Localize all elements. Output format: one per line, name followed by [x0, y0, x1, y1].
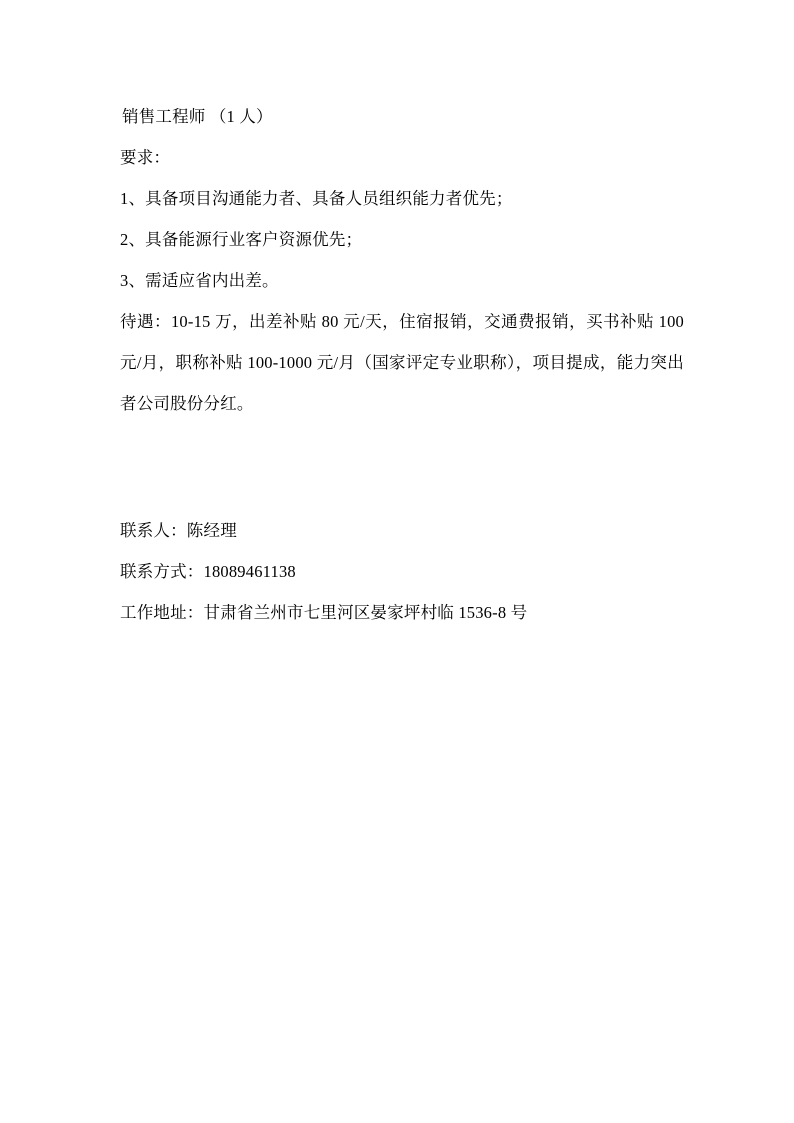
contact-address: 工作地址：甘肃省兰州市七里河区晏家坪村临 1536-8 号 — [120, 603, 528, 622]
document-body — [110, 96, 684, 633]
contact-phone: 联系方式：18089461138 — [120, 562, 296, 581]
requirement-item-1: 1、具备项目沟通能力者、具备人员组织能力者优先； — [120, 189, 513, 208]
contact-block — [110, 510, 684, 633]
requirement-item-3: 3、需适应省内出差。 — [120, 271, 279, 290]
contact-person: 联系人：陈经理 — [120, 521, 237, 540]
requirement-item-2: 2、具备能源行业客户资源优先； — [120, 230, 363, 249]
requirements-label: 要求： — [120, 148, 171, 167]
section-spacer — [110, 424, 684, 510]
job-title-line: 销售工程师 （1 人） — [122, 107, 273, 126]
benefits-paragraph: 待遇：10-15 万，出差补贴 80 元/天，住宿报销，交通费报销，买书补贴 100 元/月，职称补贴 100-1000 元/月（国家评定专业职称），项目提成，能力突出者公司股份分红。 — [120, 312, 684, 413]
